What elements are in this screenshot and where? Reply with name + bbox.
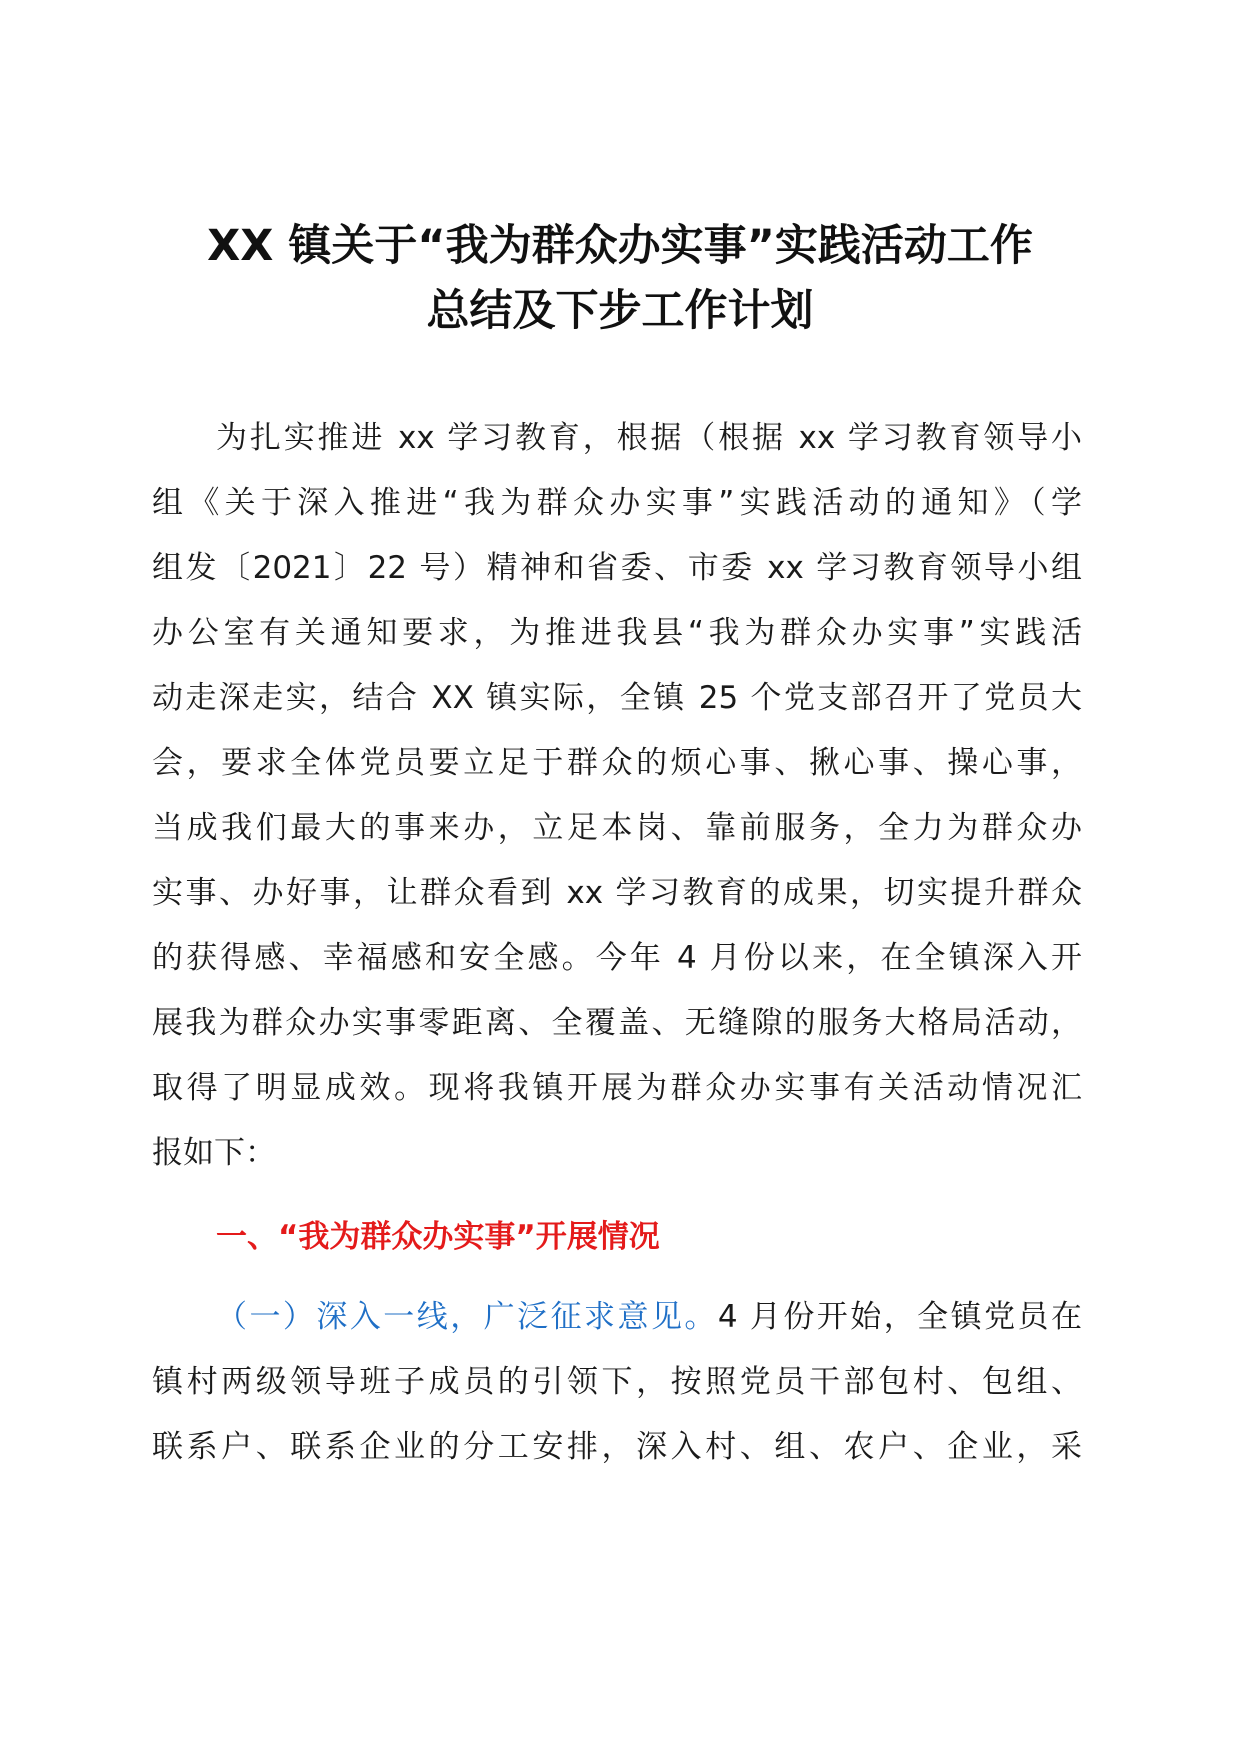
subsection-line: 联系户、联系企业的分工安排，深入村、组、农户、企业，采 (152, 1429, 1082, 1465)
subsection-paragraph (152, 1285, 1082, 1480)
intro-line: 当成我们最大的事来办，立足本岗、靠前服务，全力为群众办 (152, 810, 1082, 846)
intro-line: 会，要求全体党员要立足于群众的烦心事、揪心事、操心事， (152, 745, 1082, 781)
intro-line: 取得了明显成效。现将我镇开展为群众办实事有关活动情况汇 (152, 1070, 1082, 1106)
intro-line: 办公室有关通知要求，为推进我县“我为群众办实事”实践活 (152, 615, 1082, 651)
intro-line: 组发〔2021〕22 号）精神和省委、市委 xx 学习教育领导小组 (152, 550, 1082, 586)
subsection-first-line-text: 4 月份开始，全镇党员在 (717, 1299, 1082, 1335)
intro-line: 展我为群众办实事零距离、全覆盖、无缝隙的服务大格局活动， (152, 1005, 1082, 1041)
intro-line: 报如下： (152, 1135, 276, 1171)
intro-line: 为扎实推进 xx 学习教育，根据（根据 xx 学习教育领导小 (216, 420, 1082, 456)
intro-line: 的获得感、幸福感和安全感。今年 4 月份以来，在全镇深入开 (152, 940, 1082, 976)
intro-line: 动走深走实，结合 XX 镇实际，全镇 25 个党支部召开了党员大 (152, 680, 1082, 716)
subsection-heading: （一）深入一线，广泛征求意见。 (216, 1299, 718, 1335)
document-title-line-1: XX 镇关于“我为群众办实事”实践活动工作 (207, 221, 1033, 271)
intro-line: 组《关于深入推进“我为群众办实事”实践活动的通知》（学 (152, 485, 1082, 521)
section-heading: 一、“我为群众办实事”开展情况 (216, 1219, 660, 1255)
intro-line: 实事、办好事，让群众看到 xx 学习教育的成果，切实提升群众 (152, 875, 1082, 911)
document-title-line-2: 总结及下步工作计划 (426, 286, 814, 336)
intro-paragraph (152, 406, 1082, 1186)
subsection-line: 镇村两级领导班子成员的引领下，按照党员干部包村、包组、 (152, 1364, 1082, 1400)
subsection-first-line (152, 1285, 1082, 1350)
